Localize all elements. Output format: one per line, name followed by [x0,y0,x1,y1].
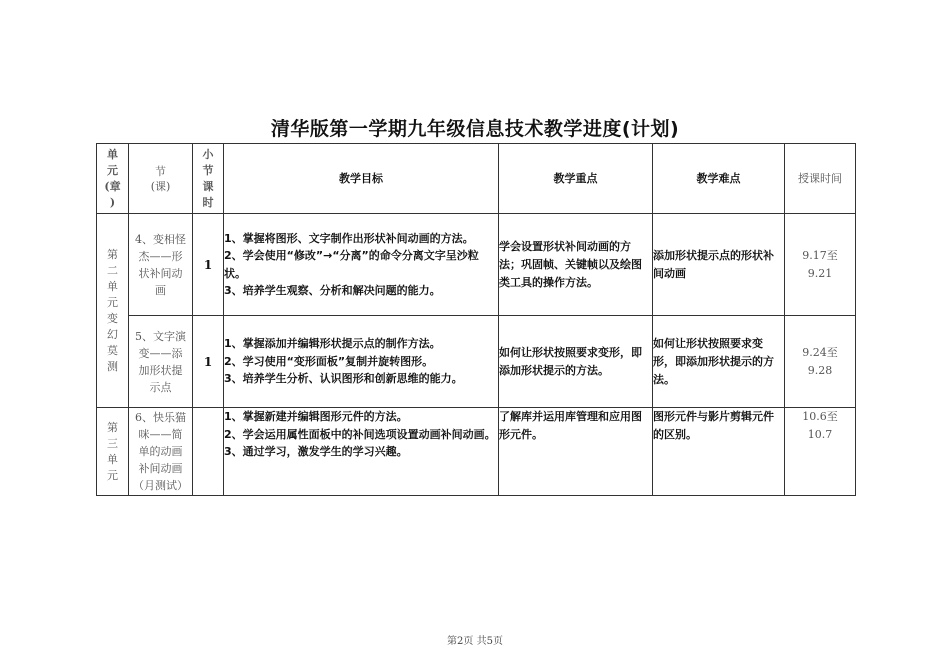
key-cell: 如何让形状按照要求变形，即添加形状提示的方法。 [499,316,653,408]
section-cell: 6、快乐猫 咪——简 单的动画 补间动画 （月测试） [129,408,193,496]
difficulty-cell: 图形元件与影片剪辑元件的区别。 [653,408,785,496]
goal-cell: 1、掌握添加并编辑形状提示点的制作方法。 2、学习使用“变形面板”复制并旋转图形。 3、培养学生分析、认识图形和创新思维的能力。 [224,316,499,408]
header-section: 节 (课) [129,144,193,214]
table-row [97,214,856,316]
header-lessons: 小 节 课 时 [193,144,224,214]
time-cell: 9.24至 9.28 [785,316,856,408]
page-footer: 第2页 共5页 [447,636,503,647]
header-difficulty: 教学难点 [653,144,785,214]
header-goal: 教学目标 [224,144,499,214]
unit-cell-3: 第 三 单 元 [97,408,129,496]
difficulty-cell: 添加形状提示点的形状补间动画 [653,214,785,316]
teaching-plan-table [96,143,856,496]
header-key: 教学重点 [499,144,653,214]
lessons-cell [193,408,224,496]
time-cell: 9.17至 9.21 [785,214,856,316]
goal-cell: 1、掌握将图形、文字制作出形状补间动画的方法。 2、学会使用“修改”→“分离”的命令分离文字呈沙粒状。 3、培养学生观察、分析和解决问题的能力。 [224,214,499,316]
key-cell: 了解库并运用库管理和应用图形元件。 [499,408,653,496]
time-cell: 10.6至 10.7 [785,408,856,496]
table-row [97,408,856,496]
table-header-row [97,144,856,214]
unit-cell-2: 第 二 单 元 变 幻 莫 测 [97,214,129,408]
header-time: 授课时间 [785,144,856,214]
difficulty-cell: 如何让形状按照要求变形，即添加形状提示的方法。 [653,316,785,408]
key-cell: 学会设置形状补间动画的方法；巩固帧、关键帧以及绘图类工具的操作方法。 [499,214,653,316]
page-title: 清华版第一学期九年级信息技术教学进度(计划) [270,118,680,140]
section-cell: 4、变相怪 杰——形 状补间动 画 [129,214,193,316]
lessons-cell: 1 [193,214,224,316]
lessons-cell: 1 [193,316,224,408]
header-unit: 单 元 (章 ) [97,144,129,214]
section-cell: 5、文字演 变——添 加形状提 示点 [129,316,193,408]
goal-cell: 1、掌握新建并编辑图形元件的方法。 2、学会运用属性面板中的补间选项设置动画补间动画。 3、通过学习，激发学生的学习兴趣。 [224,408,499,496]
table-row [97,316,856,408]
